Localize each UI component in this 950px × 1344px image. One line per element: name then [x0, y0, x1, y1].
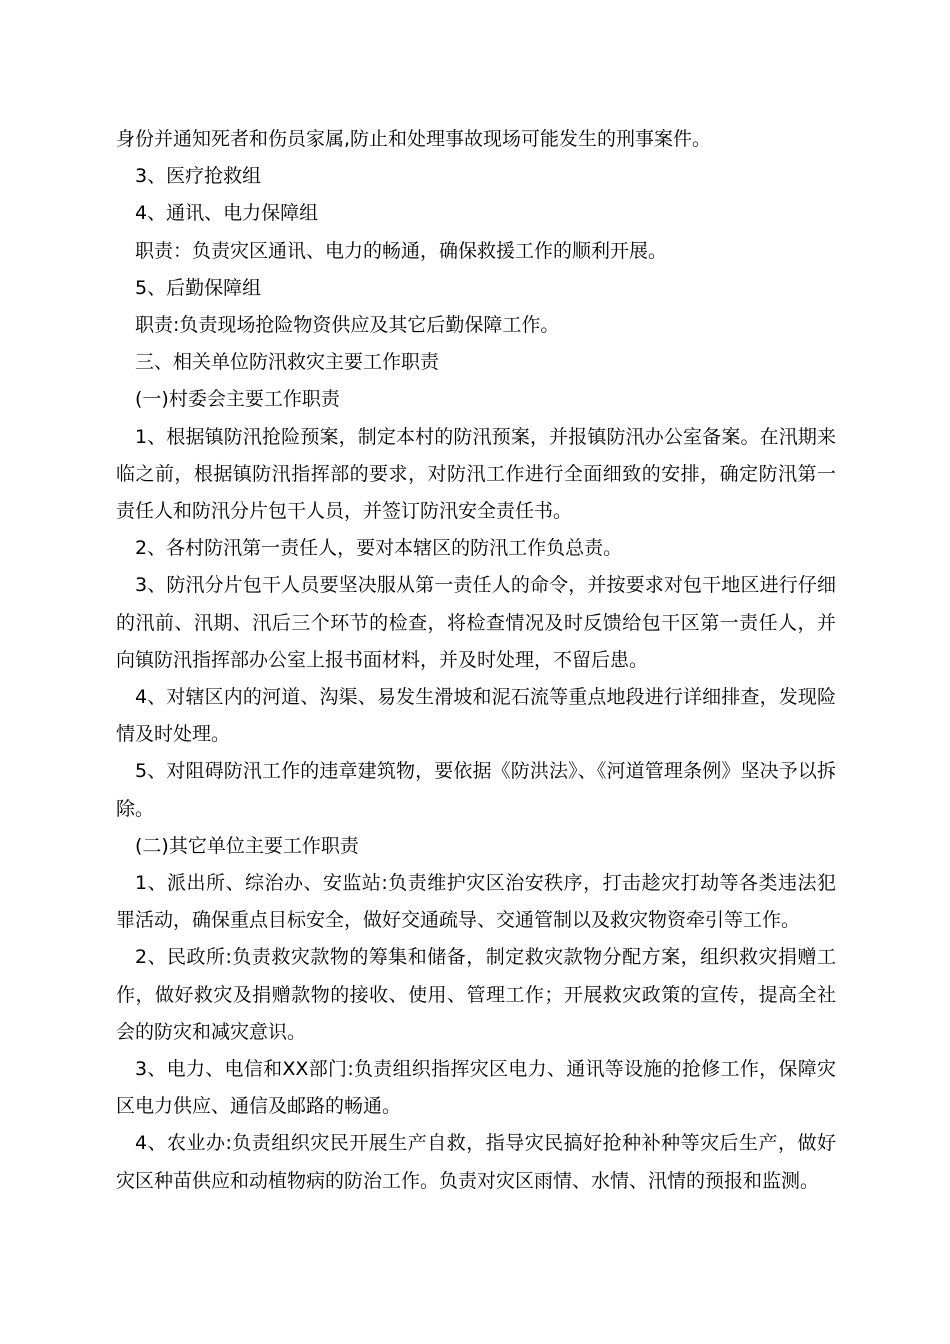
paragraph-item: 3、电力、电信和XX部门:负责组织指挥灾区电力、通讯等设施的抢修工作，保障灾区电力供应、通信及邮路的畅通。: [116, 1058, 836, 1118]
subheading-other-units: (二)其它单位主要工作职责: [135, 834, 359, 857]
paragraph-continuation: 身份并通知死者和伤员家属,防止和处理事故现场可能发生的刑事案件。: [116, 128, 712, 150]
paragraph-item: 5、对阻碍防汛工作的违章建筑物，要依据《防洪法》、《河道管理条例》坚决予以拆除。: [116, 760, 836, 820]
paragraph-item: 2、民政所:负责救灾款物的筹集和储备，制定救灾款物分配方案，组织救灾捐赠工作，做好救灾及捐赠款物的接收、使用、管理工作；开展救灾政策的宣传，提高全社会的防灾和减灾意识。: [116, 946, 836, 1043]
paragraph-communication-duty: 职责：负责灾区通讯、电力的畅通，确保救援工作的顺利开展。: [135, 239, 668, 262]
paragraph-logistics-duty: 职责:负责现场抢险物资供应及其它后勤保障工作。: [135, 314, 560, 337]
paragraph-item: 2、各村防汛第一责任人，要对本辖区的防汛工作负总责。: [135, 537, 623, 560]
subheading-village-committee: (一)村委会主要工作职责: [135, 388, 340, 411]
paragraph-item: 1、根据镇防汛抢险预案，制定本村的防汛预案，并报镇防汛办公室备案。在汛期来临之前，根据镇防汛指挥部的要求，对防汛工作进行全面细致的安排，确定防汛第一责任人和防汛分片包干人员，并签订防汛安全责任书。: [116, 425, 836, 523]
section-heading-logistics: 5、后勤保障组: [135, 276, 262, 299]
section-heading-communication: 4、通讯、电力保障组: [135, 202, 319, 225]
paragraph-item: 1、派出所、综治办、安监站:负责维护灾区治安秩序，打击趁灾打劫等各类违法犯罪活动，确保重点目标安全，做好交通疏导、交通管制以及救灾物资牵引等工作。: [116, 872, 836, 932]
paragraph-item: 4、农业办:负责组织灾民开展生产自救，指导灾民搞好抢种补种等灾后生产，做好灾区种苗供应和动植物病的防治工作。负责对灾区雨情、水情、汛情的预报和监测。: [116, 1132, 836, 1192]
section-heading-medical: 3、医疗抢救组: [135, 165, 262, 188]
chapter-heading-related-units: 三、相关单位防汛救灾主要工作职责: [135, 351, 440, 374]
paragraph-item: 4、对辖区内的河道、沟渠、易发生滑坡和泥石流等重点地段进行详细排查，发现险情及时处理。: [116, 686, 836, 746]
document-body: [116, 121, 836, 1200]
paragraph-item: 3、防汛分片包干人员要坚决服从第一责任人的命令，并按要求对包干地区进行仔细的汛前、汛期、汛后三个环节的检查，将检查情况及时反馈给包干区第一责任人，并向镇防汛指挥部办公室上报书面材料，并及时处理，不留后患。: [116, 574, 836, 671]
